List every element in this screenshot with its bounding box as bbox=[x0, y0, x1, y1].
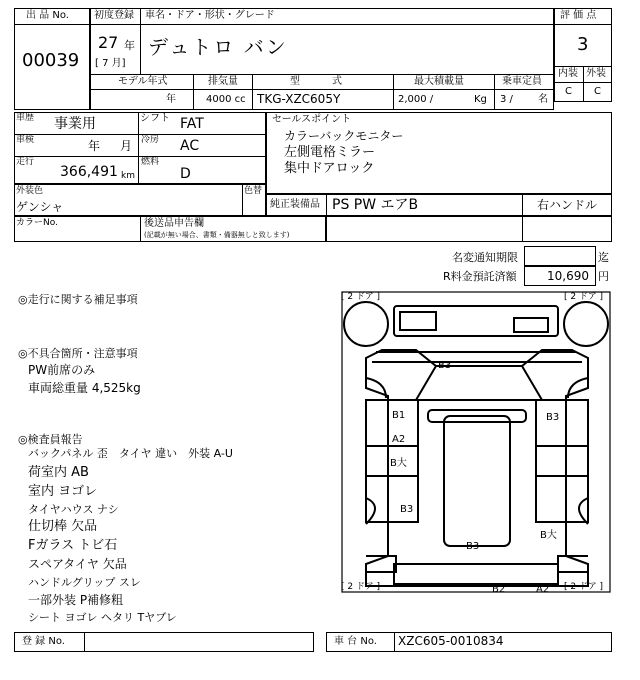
defects-title: ◎不具合箇所・注意事項 bbox=[18, 347, 138, 360]
max-load-label: 最大積載量 bbox=[414, 76, 464, 87]
exterior-label: 外装 bbox=[586, 68, 606, 79]
interior-label: 内装 bbox=[558, 68, 578, 79]
repaint-label: 色替 bbox=[244, 186, 263, 196]
car-info-label: 車名・ドア・形状・グレード bbox=[145, 10, 275, 21]
inspector-2: 荷室内 AB bbox=[28, 465, 89, 480]
ac: AC bbox=[180, 138, 200, 154]
blank-box bbox=[326, 216, 612, 242]
overall-grade: 3 bbox=[577, 34, 589, 55]
displacement: 4000 cc bbox=[206, 94, 246, 105]
diagram-label-top-right: [ 2 ドア ] bbox=[564, 292, 604, 302]
inspection-label: 車検 bbox=[16, 135, 35, 145]
driving-title: ◎走行に関する補足事項 bbox=[18, 293, 138, 306]
car-name: デュトロ バン bbox=[148, 35, 288, 59]
mark-b1: B1 bbox=[392, 410, 406, 421]
equipment-label: 純正装備品 bbox=[270, 199, 320, 210]
recycle-amount: 10,690 bbox=[547, 269, 589, 283]
after-parts-label: 後送品申告欄 bbox=[144, 218, 204, 229]
first-reg-label: 初度登録 bbox=[94, 10, 134, 21]
fuel-label: 燃料 bbox=[141, 157, 160, 167]
inspector-4: タイヤハウス ナシ bbox=[28, 503, 119, 516]
reg-label: 登 録 No. bbox=[22, 636, 65, 647]
sales-point-2: 左側電格ミラー bbox=[284, 145, 376, 160]
diagram-label-bottom-right: [ 2 ドア ] bbox=[564, 582, 604, 592]
inspector-9: 一部外装 P補修粗 bbox=[28, 593, 124, 607]
after-parts-note: (記載が無い場合、書類・備器無しと致します) bbox=[144, 231, 290, 239]
color-value: ゲンシャ bbox=[16, 200, 64, 214]
year-unit: 年 bbox=[124, 39, 135, 52]
mileage-label: 走行 bbox=[16, 157, 35, 167]
equipment: PS PW エアB bbox=[332, 197, 419, 213]
inspector-title: ◎検査員報告 bbox=[18, 433, 83, 446]
mark-b3-roof: B3 bbox=[438, 360, 452, 371]
mark-b3-right: B3 bbox=[546, 412, 560, 423]
shift-label: シフト bbox=[140, 113, 170, 124]
max-load: 2,000 / bbox=[398, 94, 434, 105]
capacity-label: 乗車定員 bbox=[502, 76, 542, 87]
vehicle-diagram bbox=[336, 286, 616, 606]
capacity: 3 / bbox=[500, 94, 513, 105]
color-label: 外装色 bbox=[16, 186, 44, 196]
mileage-unit: km bbox=[121, 171, 135, 181]
model-year-unit: 年 bbox=[166, 94, 176, 105]
mark-b3-left-rear: B3 bbox=[400, 504, 414, 515]
fuel: D bbox=[180, 166, 191, 182]
inspector-6: Fガラス トビ石 bbox=[28, 538, 118, 553]
chassis-label: 車 台 No. bbox=[334, 636, 377, 647]
type-code: TKG-XZC605Y bbox=[257, 92, 341, 106]
inspector-1: バックパネル 歪 タイヤ 違い 外装 A-U bbox=[28, 447, 233, 460]
diagram-label-top-left: [ 2 ドア ] bbox=[341, 292, 381, 302]
inspector-8: ハンドルグリップ スレ bbox=[28, 576, 141, 589]
mark-b2: B2 bbox=[492, 584, 506, 595]
recycle-unit: 円 bbox=[598, 270, 609, 283]
color-no-label: カラーNo. bbox=[16, 218, 58, 228]
sales-point-3: 集中ドアロック bbox=[284, 161, 375, 176]
notice-unit: 迄 bbox=[598, 251, 609, 264]
sales-point-1: カラーバックモニター bbox=[284, 129, 404, 143]
shift: FAT bbox=[180, 116, 204, 132]
mileage: 366,491 bbox=[60, 164, 118, 180]
grade-label: 評 価 点 bbox=[560, 10, 597, 21]
inspector-10: シート ヨゴレ ヘタリ Tヤブレ bbox=[28, 611, 177, 624]
inspection: 年 月 bbox=[88, 139, 137, 153]
defect-2: 車両総重量 4,525kg bbox=[28, 381, 141, 395]
history-label: 車歴 bbox=[16, 113, 35, 123]
ac-label: 冷房 bbox=[141, 135, 160, 145]
mark-a2-left: A2 bbox=[392, 434, 406, 445]
first-reg-year: 27 bbox=[98, 33, 119, 52]
capacity-unit: 名 bbox=[538, 94, 548, 105]
inspector-5: 仕切棒 欠品 bbox=[28, 519, 98, 534]
inspector-3: 室内 ヨゴレ bbox=[28, 484, 98, 499]
exterior-grade: C bbox=[594, 86, 601, 97]
diagram-label-bottom-left: [ 2 ドア ] bbox=[341, 582, 381, 592]
inspector-7: スペアタイヤ 欠品 bbox=[28, 557, 127, 571]
steering: 右ハンドル bbox=[537, 198, 598, 212]
defect-1: PW前席のみ bbox=[28, 363, 96, 377]
mark-b3-rear: B3 bbox=[466, 541, 480, 552]
type-label: 型 式 bbox=[290, 76, 346, 87]
history: 事業用 bbox=[54, 116, 96, 132]
max-load-unit: Kg bbox=[474, 94, 487, 105]
chassis-number: XZC605-0010834 bbox=[398, 634, 504, 648]
mark-b-large-left: B大 bbox=[390, 458, 407, 469]
notice-label: 名変通知期限 bbox=[452, 251, 518, 264]
interior-grade: C bbox=[565, 86, 572, 97]
sales-points-label: セールスポイント bbox=[272, 114, 352, 125]
mark-a2-bottom: A2 bbox=[536, 584, 550, 595]
model-year-label: モデル年式 bbox=[118, 76, 168, 87]
lot-label: 出 品 No. bbox=[26, 10, 69, 21]
displacement-label: 排気量 bbox=[208, 76, 238, 87]
lot-number: 00039 bbox=[22, 50, 80, 71]
recycle-label: R料金預託済額 bbox=[443, 270, 517, 283]
mark-b-large-right: B大 bbox=[540, 530, 557, 541]
notice-box bbox=[524, 246, 596, 266]
first-reg-month: [ 7 月] bbox=[95, 58, 126, 69]
